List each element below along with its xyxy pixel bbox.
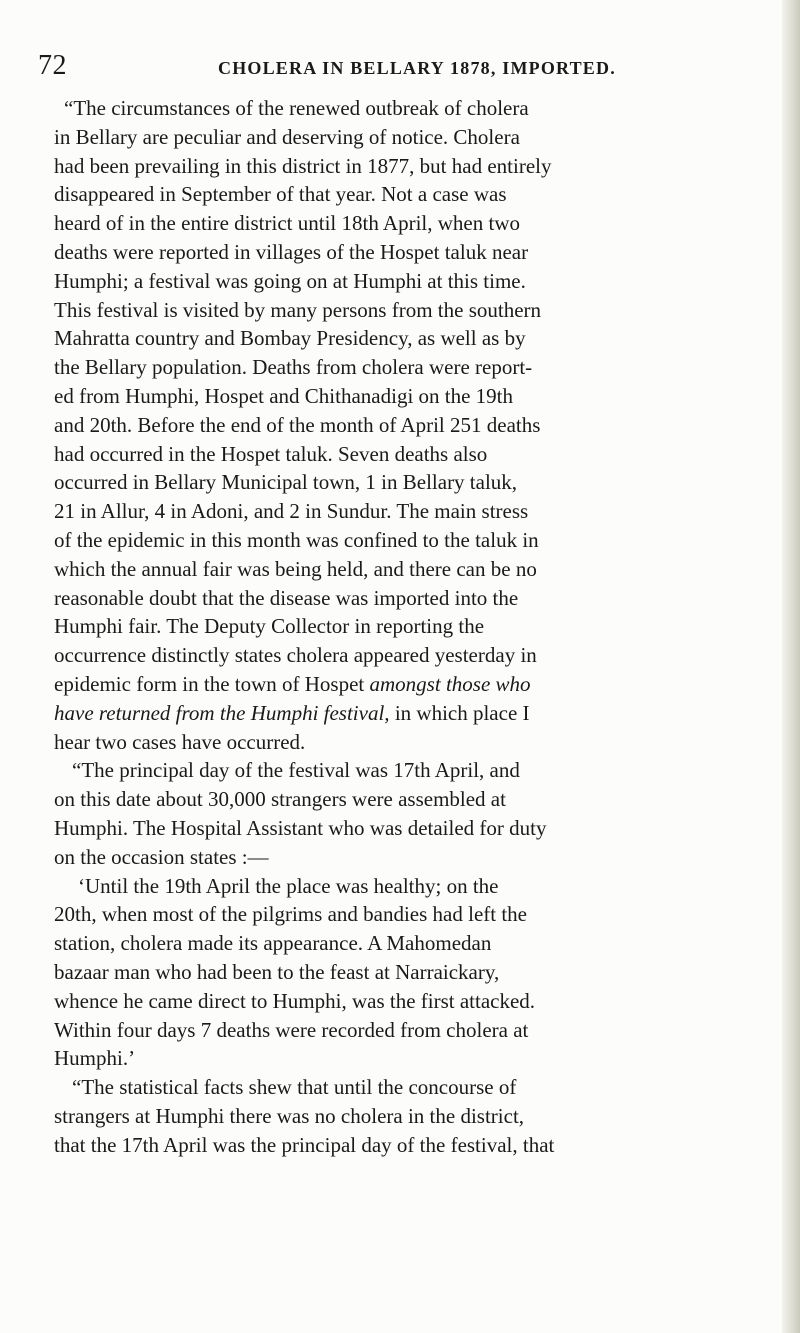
italic-fragment: have returned from the Humphi festival, <box>54 700 390 725</box>
text-line: Within four days 7 deaths were recorded from cholera at <box>54 1017 529 1042</box>
text-line: Humphi. The Hospital Assistant who was detailed for duty <box>54 815 547 840</box>
text-line: heard of in the entire district until 18th April, when two <box>54 211 520 236</box>
text-line: that the 17th April was the principal day of the festival, that <box>54 1132 555 1157</box>
text-line: “The statistical facts shew that until the concourse of <box>72 1075 517 1100</box>
text-line: occurred in Bellary Municipal town, 1 in Bellary taluk, <box>54 470 518 495</box>
text-line: which the annual fair was being held, and there can be no <box>54 556 537 581</box>
text-line: reasonable doubt that the disease was imported into the <box>54 585 519 610</box>
text-line: “The circumstances of the renewed outbreak of cholera <box>64 96 529 120</box>
text-line: Mahratta country and Bombay Presidency, as well as by <box>54 326 526 351</box>
running-head: CHOLERA IN BELLARY 1878, IMPORTED. <box>218 58 616 78</box>
text-line: bazaar man who had been to the feast at Narraickary, <box>54 959 500 984</box>
text-line: station, cholera made its appearance. A Mahomedan <box>54 931 492 956</box>
text-line: “The principal day of the festival was 17th April, and <box>72 758 520 783</box>
text-line: on this date about 30,000 strangers were assembled at <box>54 787 506 812</box>
page-number: 72 <box>38 50 67 81</box>
text-line: occurrence distinctly states cholera appeared yesterday in <box>54 643 537 668</box>
text-line: strangers at Humphi there was no cholera in the district, <box>54 1103 525 1128</box>
body-text <box>54 94 774 1159</box>
page-edge <box>782 0 800 1333</box>
text-line: Humphi; a festival was going on at Humphi at this time. <box>54 268 526 293</box>
text-line: of the epidemic in this month was confined to the taluk in <box>54 527 539 552</box>
text-line: deaths were reported in villages of the Hospet taluk near <box>54 239 529 264</box>
text-line: disappeared in September of that year. Not a case was <box>54 182 507 207</box>
text-line: and 20th. Before the end of the month of April 251 deaths <box>54 412 541 437</box>
text-line: had been prevailing in this district in 1877, but had entirely <box>54 153 552 178</box>
text-line: 21 in Allur, 4 in Adoni, and 2 in Sundur. The main stress <box>54 499 529 524</box>
text-line: ed from Humphi, Hospet and Chithanadigi on the 19th <box>54 383 514 408</box>
text-line: Humphi fair. The Deputy Collector in reporting the <box>54 614 485 639</box>
text-line: on the occasion states :— <box>54 844 269 869</box>
italic-fragment: amongst those who <box>369 671 531 696</box>
text-line: the Bellary population. Deaths from cholera were report- <box>54 355 533 380</box>
page-header <box>38 50 758 90</box>
text-line: hear two cases have occurred. <box>54 729 306 754</box>
text-line: had occurred in the Hospet taluk. Seven deaths also <box>54 441 488 466</box>
text-line: 20th, when most of the pilgrims and bandies had left the <box>54 902 527 927</box>
text-line-mixed <box>54 699 774 728</box>
text-fragment: in which place I <box>389 700 530 725</box>
text-line: This festival is visited by many persons from the southern <box>54 297 542 322</box>
text-line: ‘Until the 19th April the place was healthy; on the <box>78 873 499 898</box>
text-line: Humphi.’ <box>54 1046 136 1071</box>
text-fragment: epidemic form in the town of Hospet <box>54 671 365 696</box>
text-line: in Bellary are peculiar and deserving of notice. Cholera <box>54 124 520 149</box>
text-line-mixed <box>54 670 774 699</box>
text-line: whence he came direct to Humphi, was the first attacked. <box>54 988 536 1013</box>
